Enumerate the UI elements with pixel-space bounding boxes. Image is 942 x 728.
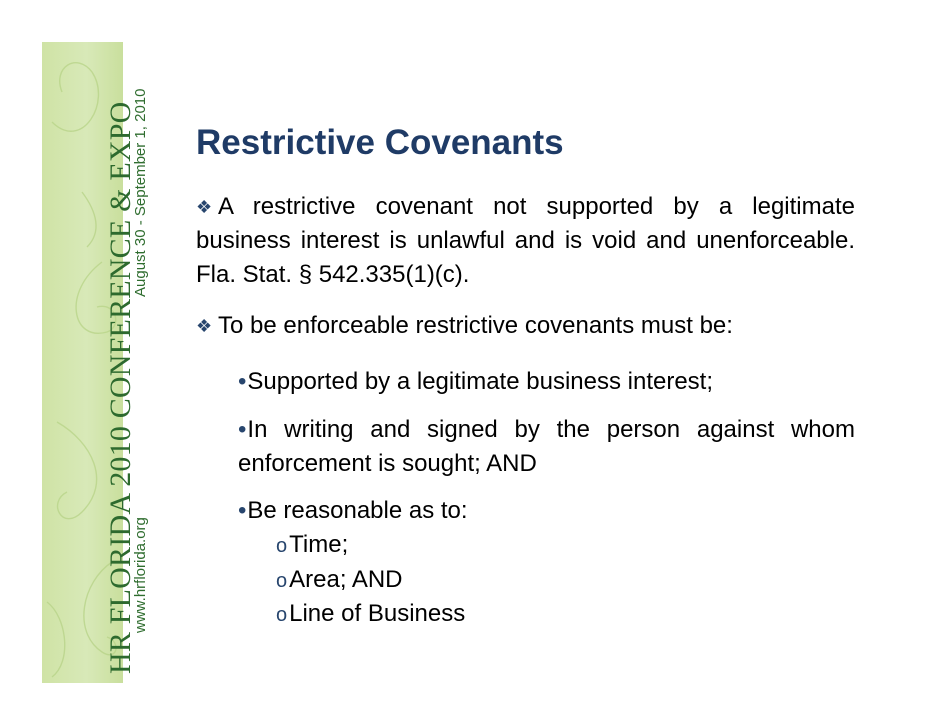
- nested-item: [276, 528, 348, 563]
- diamond-dots-icon: ❖: [196, 316, 213, 336]
- circle-bullet-icon: o: [276, 535, 288, 557]
- sub-item: [238, 365, 855, 399]
- slide-title: Restrictive Covenants: [196, 123, 564, 162]
- nested-item: [276, 563, 403, 598]
- nested-item-text: Line of Business: [289, 600, 466, 627]
- website-url[interactable]: www.hrflorida.org: [132, 517, 149, 633]
- nested-item: [276, 597, 465, 632]
- sub-item: [238, 413, 855, 481]
- nested-item-text: Time;: [289, 531, 349, 558]
- bullet-dot-icon: •: [238, 368, 247, 395]
- sub-item-text: In writing and signed by the person against whom enforcement is sought; AND: [238, 416, 855, 477]
- sub-item-text: Supported by a legitimate business interest;: [247, 368, 714, 395]
- bullet-dot-icon: •: [238, 497, 247, 524]
- sub-item-text: Be reasonable as to:: [247, 497, 468, 524]
- circle-bullet-icon: o: [276, 570, 288, 592]
- bullet-dot-icon: •: [238, 416, 247, 443]
- conference-dates: August 30 - September 1, 2010: [132, 88, 149, 297]
- paragraph-2-text: To be enforceable restrictive covenants must be:: [218, 312, 733, 339]
- nested-item-text: Area; AND: [289, 566, 403, 593]
- paragraph-1-text: A restrictive covenant not supported by a legitimate business interest is unlawful and is void and unenforceable. Fla. Stat. § 542.335(1)(c).: [196, 193, 855, 288]
- bullet-paragraph-1: [196, 190, 855, 292]
- diamond-dots-icon: ❖: [196, 197, 213, 217]
- conference-sidebar-banner: [42, 42, 137, 683]
- circle-bullet-icon: o: [276, 604, 288, 626]
- brand-title: HR FLORIDA 2010 CONFERENCE & EXPO: [104, 101, 137, 674]
- bullet-paragraph-2: [196, 309, 855, 343]
- sub-item: [238, 494, 855, 528]
